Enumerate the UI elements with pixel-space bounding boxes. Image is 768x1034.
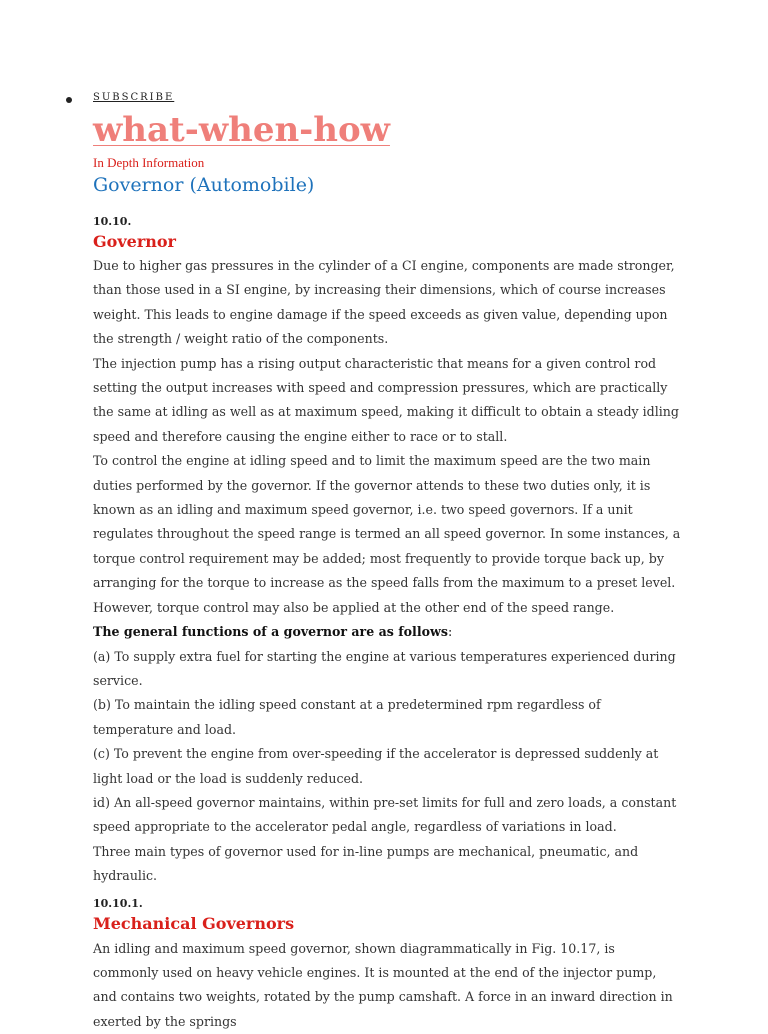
- function-item: (b) To maintain the idling speed constant at a predetermined rpm regardless of temperature and load.: [93, 697, 601, 737]
- section-number: 10.10.: [93, 215, 132, 228]
- types-sentence: Three main types of governor used for in-line pumps are mechanical, pneumatic, and hydraulic.: [93, 843, 639, 884]
- function-item: (a) To supply extra fuel for starting the engine at various temperatures experienced during service.: [93, 648, 676, 688]
- bullet-icon: [66, 97, 72, 103]
- paragraph: To control the engine at idling speed and to limit the maximum speed are the two main duties performed by the governor. If the governor attends to these two duties only, it is known as an idling and maximum speed governor, i.e. two speed governors. If a unit regulates throughout the speed range is termed an all speed governor. In some instances, a torque control requirement may be added; most frequently to provide torque back up, by arranging for the torque to increase as the speed falls from the maximum to a preset level. However, torque control may also be applied at the other end of the speed range.: [93, 453, 681, 615]
- functions-lead: [93, 620, 683, 644]
- function-item: (c) To prevent the engine from over-speeding if the accelerator is depressed suddenly at light load or the load is suddenly reduced.: [93, 746, 659, 786]
- paragraph: The injection pump has a rising output characteristic that means for a given control rod setting the output increases with speed and compression pressures, which are practically the same at idling as well as at maximum speed, making it difficult to obtain a steady idling speed and therefore causing the engine either to race or to stall.: [93, 355, 679, 444]
- functions-lead-colon: :: [447, 624, 453, 640]
- subsection-number: 10.10.1.: [93, 896, 143, 910]
- subscribe-link[interactable]: SUBSCRIBE: [93, 92, 175, 103]
- site-tagline: In Depth Information: [93, 155, 205, 170]
- section-heading: Governor: [93, 232, 176, 251]
- paragraph: An idling and maximum speed governor, shown diagrammatically in Fig. 10.17, is commonly used on heavy vehicle engines. It is mounted at the end of the injector pump, and contains two weights, rotated by the pump camshaft. A force in an inward direction in exerted by the springs: [93, 940, 673, 1029]
- function-item: id) An all-speed governor maintains, within pre-set limits for full and zero loads, a constant speed appropriate to the accelerator pedal angle, regardless of variations in load.: [93, 794, 677, 835]
- paragraph: Due to higher gas pressures in the cylinder of a CI engine, components are made stronger, than those used in a SI engine, by increasing their dimensions, which of course increases weight. This leads to engine damage if the speed exceeds as given value, depending upon the strength / weight ratio of the components.: [93, 258, 675, 347]
- functions-lead-text: The general functions of a governor are as follows: [93, 624, 448, 640]
- page-title: Governor (Automobile): [93, 174, 315, 196]
- site-title-link[interactable]: what-when-how: [93, 110, 390, 150]
- subsection-heading: Mechanical Governors: [93, 913, 295, 933]
- article-body: [93, 214, 683, 1034]
